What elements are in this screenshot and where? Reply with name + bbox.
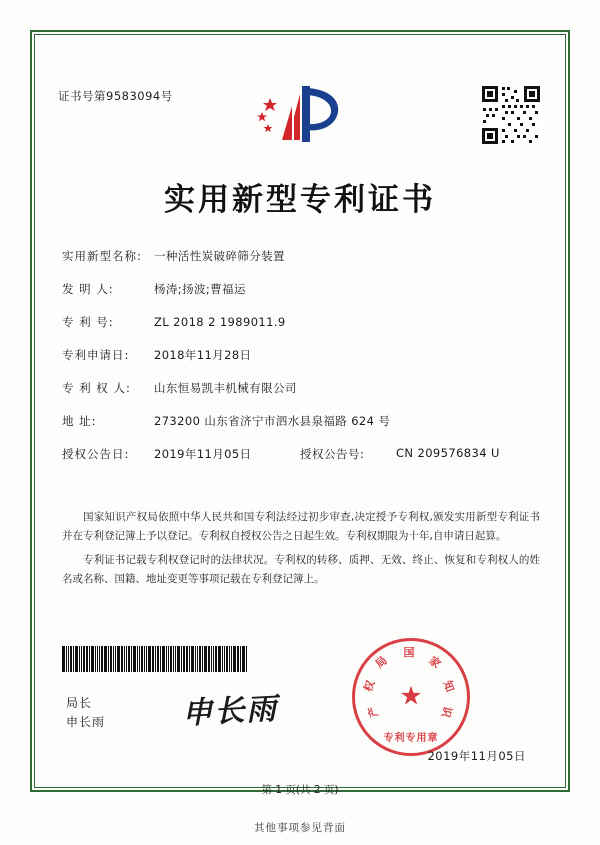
field-publication-number bbox=[300, 446, 538, 462]
footer-note: 其他事项参见背面 bbox=[254, 822, 346, 834]
seal-char-6: 局 bbox=[372, 653, 390, 671]
seal-char-2: 知 bbox=[440, 678, 457, 694]
field-application-date bbox=[62, 347, 538, 363]
value-address: 273200 山东省济宁市泗水县泉福路 624 号 bbox=[154, 414, 391, 428]
handwritten-signature: 申长雨 bbox=[181, 691, 280, 732]
value-grant-date: 2019年11月05日 bbox=[154, 447, 252, 461]
director-label: 局长 bbox=[66, 696, 93, 710]
label-grant-date: 授权公告日: bbox=[62, 447, 130, 461]
seal-char-3: 识 bbox=[438, 704, 455, 719]
label-patent-number: 专 利 号: bbox=[62, 315, 114, 329]
cnipa-logo-icon bbox=[246, 82, 346, 148]
field-address bbox=[62, 413, 538, 429]
field-utility-model-name bbox=[62, 248, 538, 264]
seal-char-5: 权 bbox=[361, 678, 378, 694]
field-list bbox=[62, 248, 538, 468]
field-grant-row bbox=[62, 446, 538, 462]
director-name: 申长雨 bbox=[66, 714, 106, 729]
page-title: 实用新型专利证书 bbox=[164, 182, 436, 218]
signature-labels bbox=[66, 694, 105, 731]
qr-code-icon bbox=[480, 84, 542, 146]
label-inventor: 发 明 人: bbox=[62, 282, 114, 296]
seal-char-0: 国 bbox=[403, 646, 415, 659]
field-patentee bbox=[62, 380, 538, 396]
field-inventor bbox=[62, 281, 538, 297]
certificate-number: 证书号第9583094号 bbox=[58, 89, 173, 103]
value-application-date: 2018年11月28日 bbox=[154, 348, 252, 362]
value-patent-number: ZL 2018 2 1989011.9 bbox=[154, 315, 286, 329]
label-patentee: 专 利 权 人: bbox=[62, 381, 131, 395]
value-publication-number: CN 209576834 U bbox=[396, 446, 500, 460]
label-address: 地 址: bbox=[62, 414, 97, 428]
value-patentee: 山东恒易凯丰机械有限公司 bbox=[154, 381, 297, 395]
issue-date: 2019年11月05日 bbox=[427, 749, 526, 763]
legal-paragraphs bbox=[62, 508, 540, 594]
barcode bbox=[62, 646, 252, 672]
seal-star-icon: ★ bbox=[399, 681, 423, 712]
label-publication-number: 授权公告号: bbox=[300, 447, 365, 461]
official-seal bbox=[352, 638, 470, 756]
label-application-date: 专利申请日: bbox=[62, 348, 130, 362]
label-utility-model-name: 实用新型名称: bbox=[62, 249, 142, 263]
page-number: 第 1 页(共 2 页) bbox=[261, 784, 339, 796]
field-grant-date bbox=[62, 446, 300, 462]
seal-char-1: 家 bbox=[426, 653, 444, 671]
paragraph-register-statement: 专利证书记载专利权登记时的法律状况。专利权的转移、质押、无效、终止、恢复和专利权人的姓名或名称、国籍、地址变更等事项记载在专利登记簿上。 bbox=[62, 553, 540, 586]
value-inventor: 杨涛;扬波;曹福运 bbox=[154, 282, 246, 296]
paragraph-grant-statement: 国家知识产权局依照中华人民共和国专利法经过初步审查,决定授予专利权,颁发实用新型专利证书并在专利登记簿上予以登记。专利权自授权公告之日起生效。专利权期限为十年,自申请日起算。 bbox=[62, 511, 540, 543]
field-patent-number bbox=[62, 314, 538, 330]
seal-bottom-text: 专利专用章 bbox=[383, 733, 439, 744]
value-utility-model-name: 一种活性炭破碎筛分装置 bbox=[154, 249, 285, 263]
seal-char-4: 产 bbox=[365, 704, 382, 719]
